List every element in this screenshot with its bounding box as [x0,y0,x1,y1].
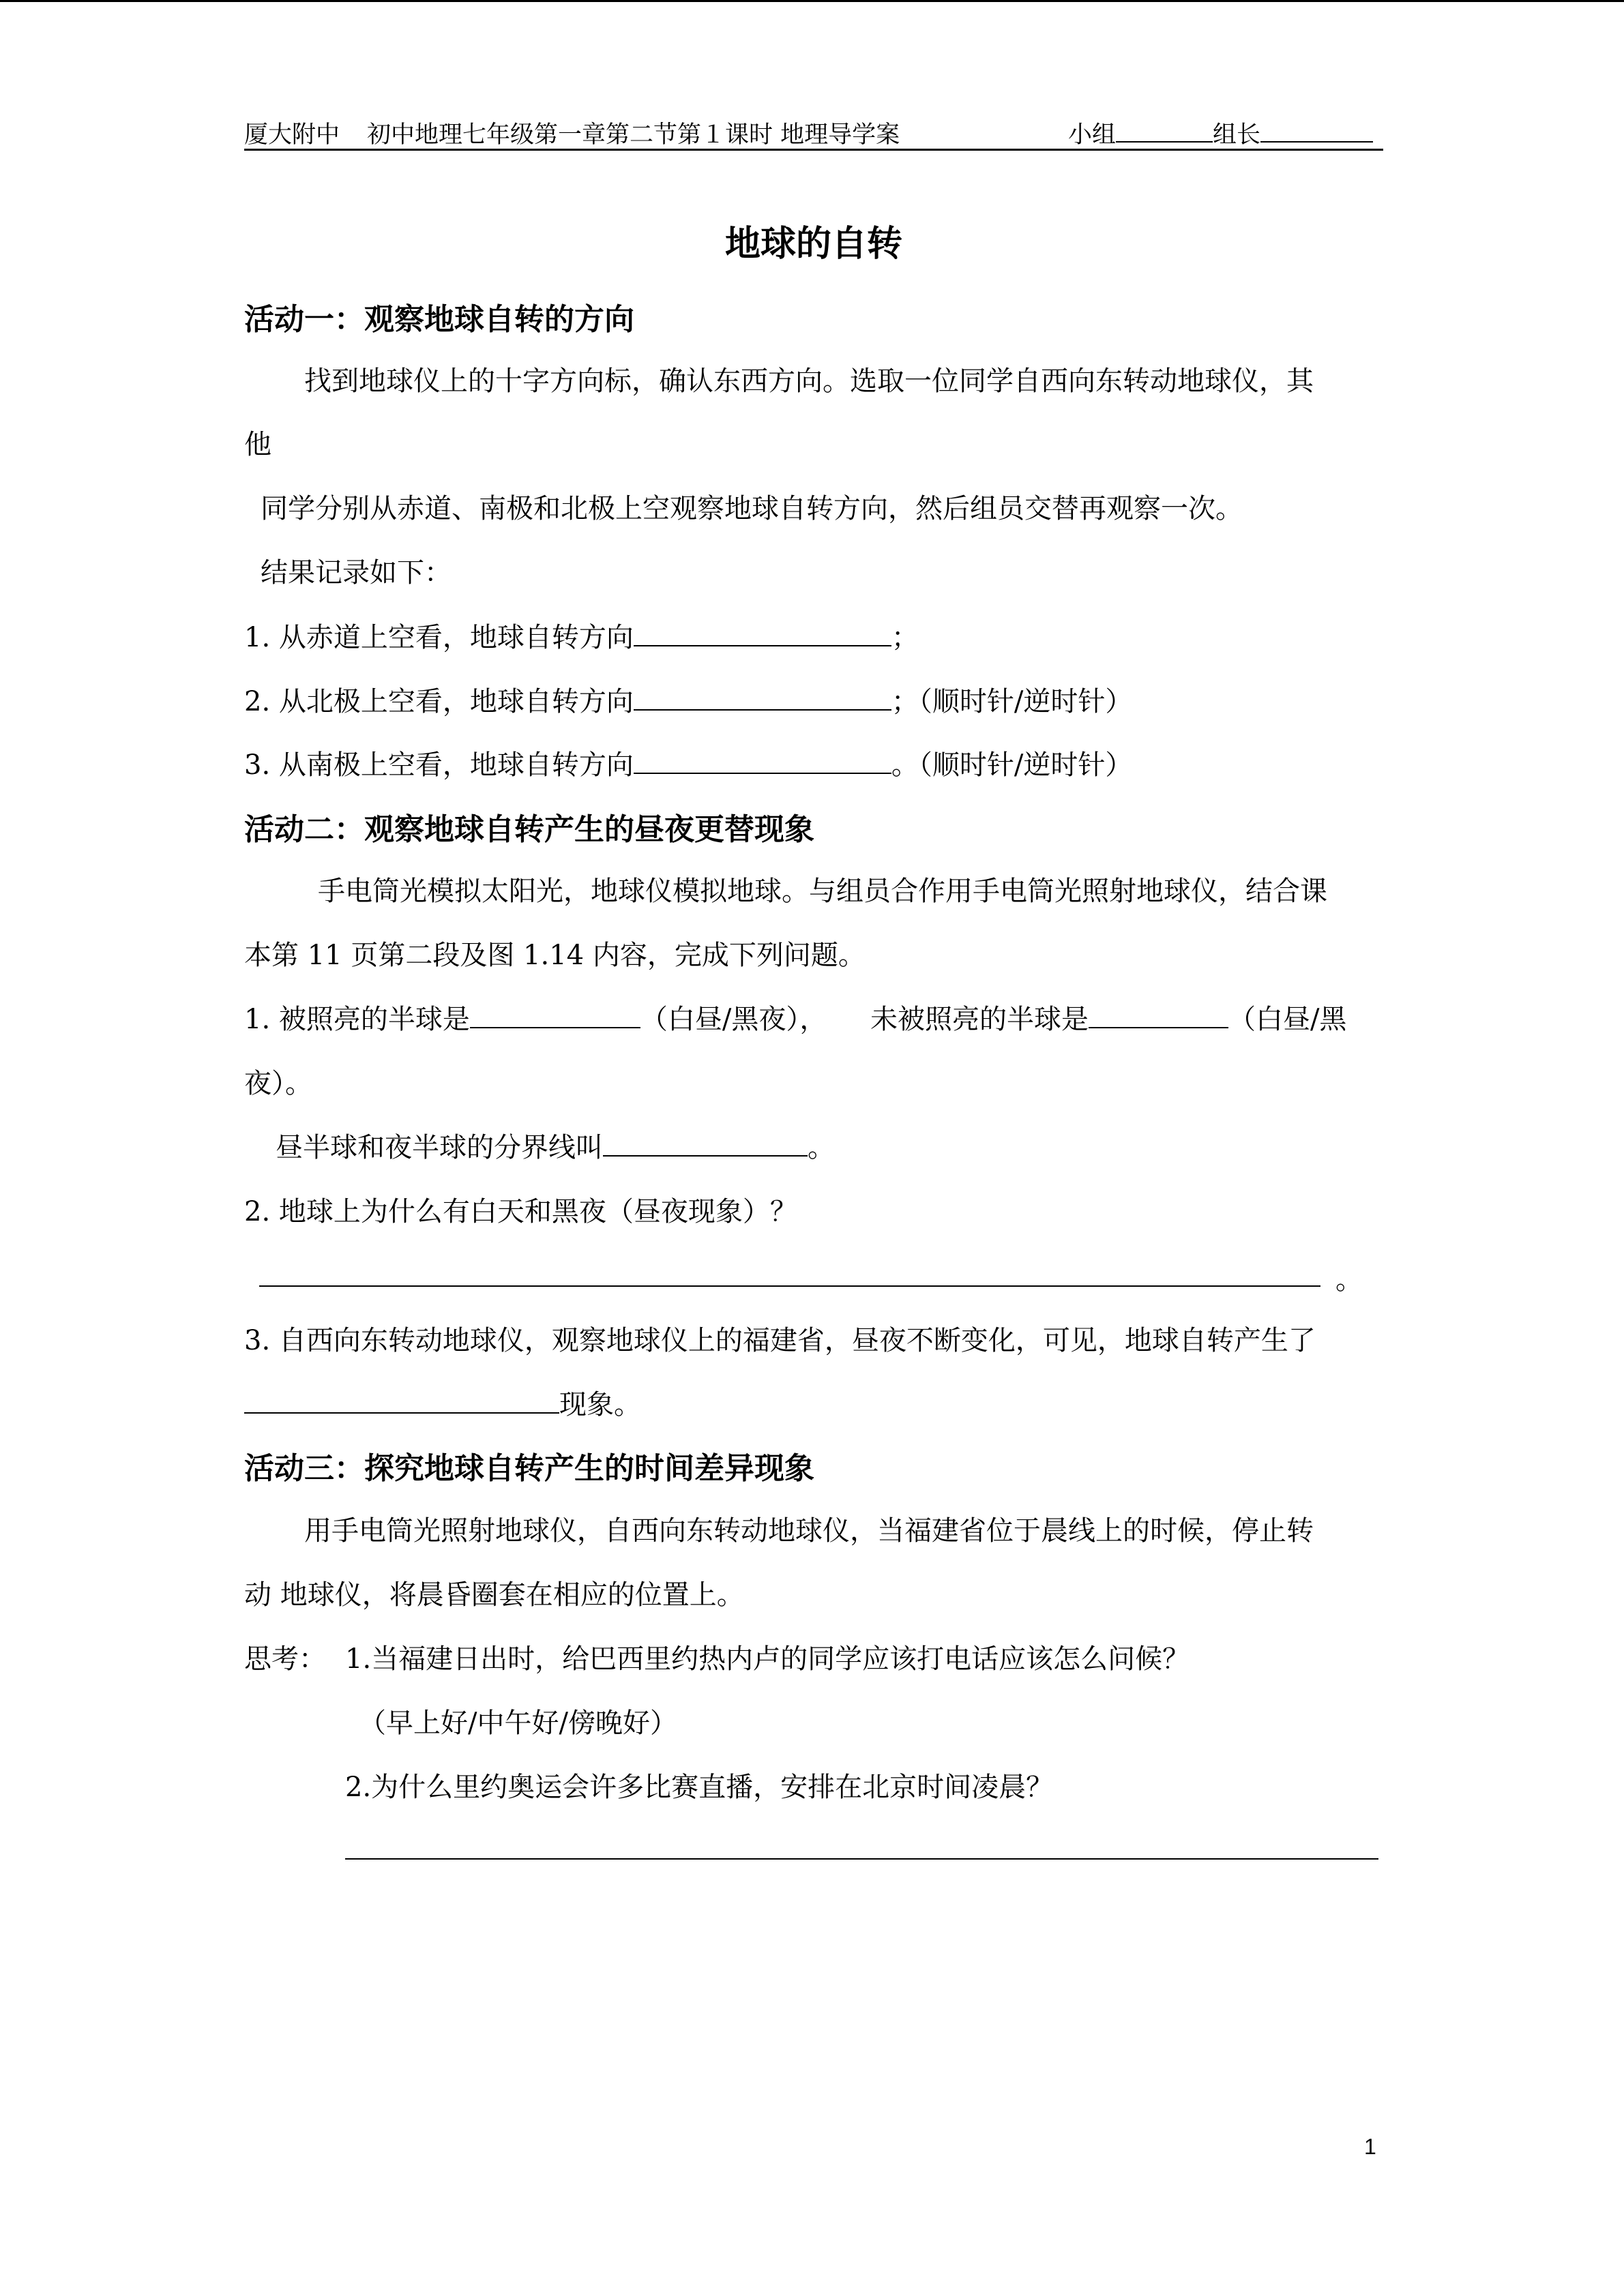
answer-blank[interactable] [1089,1004,1228,1028]
question-end: 现象。 [559,1389,641,1420]
q-number: 3. [244,1325,271,1356]
question-end: 。（顺时针/逆时针） [891,749,1133,781]
group-label: 小组 [1068,121,1117,149]
question-end: ；（顺时针/逆时针） [891,686,1133,717]
answer-blank[interactable] [634,622,891,646]
activity1-intro-line2: 他 [244,429,271,460]
answer-blank[interactable] [470,1004,640,1028]
header-rule [244,149,1383,151]
question-text: 从北极上空看，地球自转方向 [278,686,634,717]
header-course: 初中地理七年级第一章第二节第１课时 地理导学案 [367,121,900,149]
activity2-q1-boundary [276,1126,835,1165]
activity2-q2-end: 。 [1335,1264,1363,1296]
activity2-q1-wrap: 夜）。 [244,1068,312,1099]
activity3-heading: 活动三：探究地球自转产生的时间差异现象 [244,1451,814,1486]
question-text: 昼半球和夜半球的分界线叫 [276,1132,603,1163]
activity1-q3 [244,743,1132,782]
question-text: 未被照亮的半球是 [870,1004,1089,1035]
q-number: 1. [244,622,271,653]
q-number: 3. [244,749,271,781]
activity1-heading: 活动一：观察地球自转的方向 [244,302,634,337]
option-text: （白昼/黑夜）， [640,1004,827,1035]
q-number: 2. [244,1196,271,1227]
activity1-q1 [244,616,919,655]
activity2-heading: 活动二：观察地球自转产生的昼夜更替现象 [244,812,814,847]
think-q1-options: （早上好/中午好/傍晚好） [359,1708,677,1739]
activity2-q3-wrap [244,1383,641,1422]
header-school: 厦大附中 [244,121,340,149]
activity2-q1 [244,998,1346,1037]
leader-blank[interactable] [1260,118,1373,143]
leader-label: 组长 [1213,121,1261,149]
answer-blank[interactable] [603,1132,808,1157]
option-text: （白昼/黑 [1228,1004,1347,1035]
question-text: 被照亮的半球是 [278,1004,470,1035]
activity3-intro-line1: 用手电筒光照射地球仪，自西向东转动地球仪，当福建省位于晨线上的时候，停止转 [304,1515,1314,1547]
answer-line[interactable] [345,1858,1378,1860]
activity1-q2 [244,680,1132,719]
think-q2: 2.为什么里约奥运会许多比赛直播，安排在北京时间凌晨？ [345,1772,1054,1803]
question-text: 从南极上空看，地球自转方向 [278,749,634,781]
activity2-q2 [244,1190,797,1229]
question-text: 从赤道上空看，地球自转方向 [278,622,634,653]
activity1-intro-line3: 同学分别从赤道、南极和北极上空观察地球自转方向，然后组员交替再观察一次。 [261,493,1243,524]
page-top-border [0,0,1624,2]
header-group [1068,116,1373,150]
question-text: 地球上为什么有白天和黑夜（昼夜现象）？ [278,1196,797,1227]
q-number: 1. [244,1004,271,1035]
group-blank[interactable] [1116,118,1213,143]
activity2-intro-line2: 本第 11 页第二段及图 1.14 内容，完成下列问题。 [244,940,866,971]
page-title: 地球的自转 [724,224,902,265]
answer-line[interactable] [259,1285,1320,1287]
activity1-result-label: 结果记录如下： [261,557,452,588]
answer-blank[interactable] [634,749,891,774]
think-q1: 1.当福建日出时，给巴西里约热内卢的同学应该打电话应该怎么问候？ [345,1643,1190,1675]
activity2-intro-line1: 手电筒光模拟太阳光，地球仪模拟地球。与组员合作用手电筒光照射地球仪，结合课 [318,876,1327,907]
think-label: 思考： [244,1643,326,1675]
activity3-intro-line2: 动 地球仪，将晨昏圈套在相应的位置上。 [244,1579,744,1611]
question-end: 。 [808,1132,835,1163]
answer-blank[interactable] [244,1389,559,1414]
activity1-intro-line1: 找到地球仪上的十字方向标，确认东西方向。选取一位同学自西向东转动地球仪，其 [304,366,1314,397]
answer-blank[interactable] [634,686,891,711]
activity2-q3 [244,1319,1316,1358]
q-number: 2. [244,686,271,717]
question-text: 自西向东转动地球仪，观察地球仪上的福建省，昼夜不断变化，可见，地球自转产生了 [278,1325,1316,1356]
page-number: 1 [1364,2134,1376,2159]
question-end: ； [891,622,919,653]
